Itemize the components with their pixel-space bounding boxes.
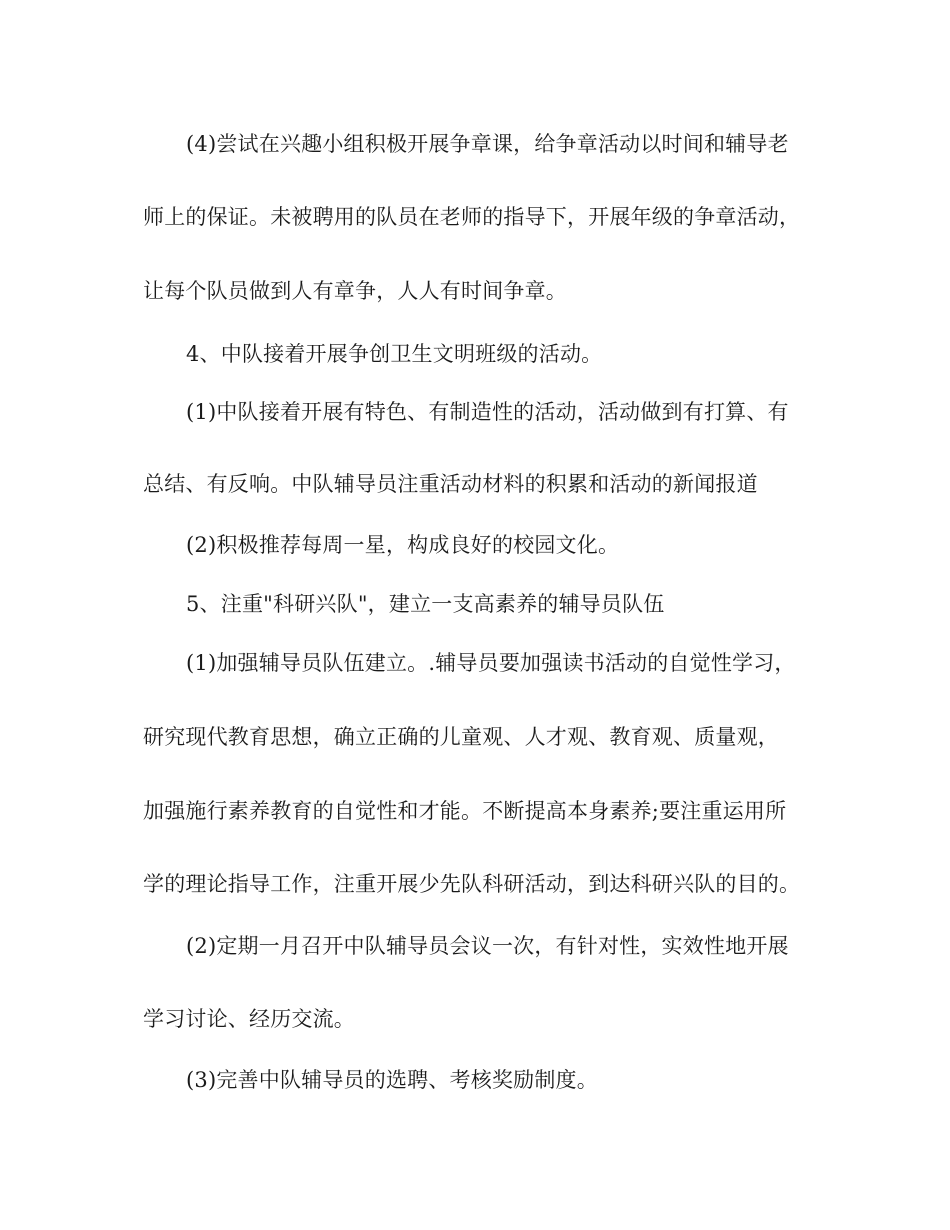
paragraph-line: 研究现代教育思想，确立正确的儿童观、人才观、教育观、质量观， (143, 725, 779, 749)
paragraph-line: 学习讨论、经历交流。 (143, 1007, 355, 1031)
paragraph-line: (1)加强辅导员队伍建立。.辅导员要加强读书活动的自觉性学习， (186, 651, 796, 675)
paragraph-line: (3)完善中队辅导员的选聘、考核奖励制度。 (186, 1068, 598, 1092)
paragraph-line: 师上的保证。未被聘用的队员在老师的指导下，开展年级的争章活动， (143, 205, 801, 229)
paragraph-line: 4、中队接着开展争创卫生文明班级的活动。 (186, 342, 603, 366)
paragraph-line: 学的理论指导工作，注重开展少先队科研活动，到达科研兴队的目的。 (143, 872, 801, 896)
paragraph-line: 让每个队员做到人有章争，人人有时间争章。 (143, 279, 567, 303)
paragraph-line: (4)尝试在兴趣小组积极开展争章课，给争章活动以时间和辅导老 (186, 132, 789, 156)
paragraph-line: (1)中队接着开展有特色、有制造性的活动，活动做到有打算、有 (186, 400, 789, 424)
paragraph-line: (2)定期一月召开中队辅导员会议一次，有针对性，实效性地开展 (186, 934, 789, 958)
paragraph-line: 5、注重"科研兴队"，建立一支高素养的辅导员队伍 (186, 592, 665, 616)
paragraph-line: 加强施行素养教育的自觉性和才能。不断提高本身素养;要注重运用所 (143, 799, 787, 823)
paragraph-line: (2)积极推荐每周一星，构成良好的校园文化。 (186, 533, 620, 557)
paragraph-line: 总结、有反响。中队辅导员注重活动材料的积累和活动的新闻报道 (143, 472, 758, 496)
